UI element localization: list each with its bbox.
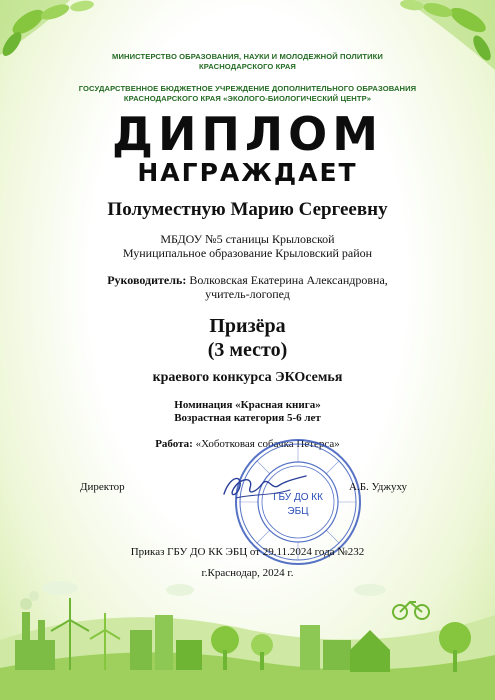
order-reference: Приказ ГБУ ДО КК ЭБЦ от 29.11.2024 года №232: [130, 546, 365, 558]
recipient-name: Полуместную Марию Сергеевну: [107, 199, 388, 220]
diploma-title: ДИПЛОМ: [111, 107, 384, 161]
ministry-header: [0, 52, 495, 72]
age-category-line: Возрастная категория 5-6 лет: [174, 412, 321, 424]
leader-info: [0, 273, 495, 301]
work-label: Работа:: [155, 438, 193, 450]
prize-block: [0, 314, 495, 362]
institution-line2: КРАСНОДАРСКОГО КРАЯ «ЭКОЛОГО-БИОЛОГИЧЕСКИЙ ЦЕНТР»: [123, 94, 372, 103]
director-signature: [220, 468, 310, 504]
work-title: «Хоботковая собачка Петерса»: [195, 438, 340, 450]
stamp-center-line2: ЭБЦ: [287, 506, 309, 517]
leader-label: Руководитель:: [107, 273, 187, 287]
ministry-line1: МИНИСТЕРСТВО ОБРАЗОВАНИЯ, НАУКИ И МОЛОДЕЖНОЙ ПОЛИТИКИ: [112, 52, 383, 61]
director-name: А.Б. Уджуху: [349, 481, 408, 493]
leader-line: [0, 273, 495, 287]
school-info: [0, 232, 495, 260]
school-line2: Муниципальное образование Крыловский район: [122, 246, 373, 260]
contest-name: краевого конкурса ЭКОсемья: [152, 370, 343, 385]
ministry-line2: КРАСНОДАРСКОГО КРАЯ: [199, 62, 296, 71]
school-line1: МБДОУ №5 станицы Крыловской: [160, 232, 335, 246]
prize-title: Призёра: [209, 315, 286, 337]
leader-position: учитель-логопед: [205, 287, 290, 301]
nomination-block: [0, 399, 495, 425]
leader-name: Волковская Екатерина Александровна,: [189, 273, 388, 287]
institution-header: [0, 84, 495, 104]
awards-subtitle: НАГРАЖДАЕТ: [137, 158, 358, 187]
top-left-leaves-decoration: [0, 0, 95, 59]
prize-place: (3 место): [207, 339, 288, 361]
nomination-line: Номинация «Красная книга»: [174, 399, 321, 411]
eco-city-landscape-decoration: [0, 581, 495, 700]
city-year: г.Краснодар, 2024 г.: [201, 567, 294, 579]
institution-line1: ГОСУДАРСТВЕННОЕ БЮДЖЕТНОЕ УЧРЕЖДЕНИЕ ДОПОЛНИТЕЛЬНОГО ОБРАЗОВАНИЯ: [78, 84, 417, 93]
director-label: Директор: [80, 481, 125, 493]
stamp-center-line1: ГБУ ДО КК: [273, 492, 323, 503]
